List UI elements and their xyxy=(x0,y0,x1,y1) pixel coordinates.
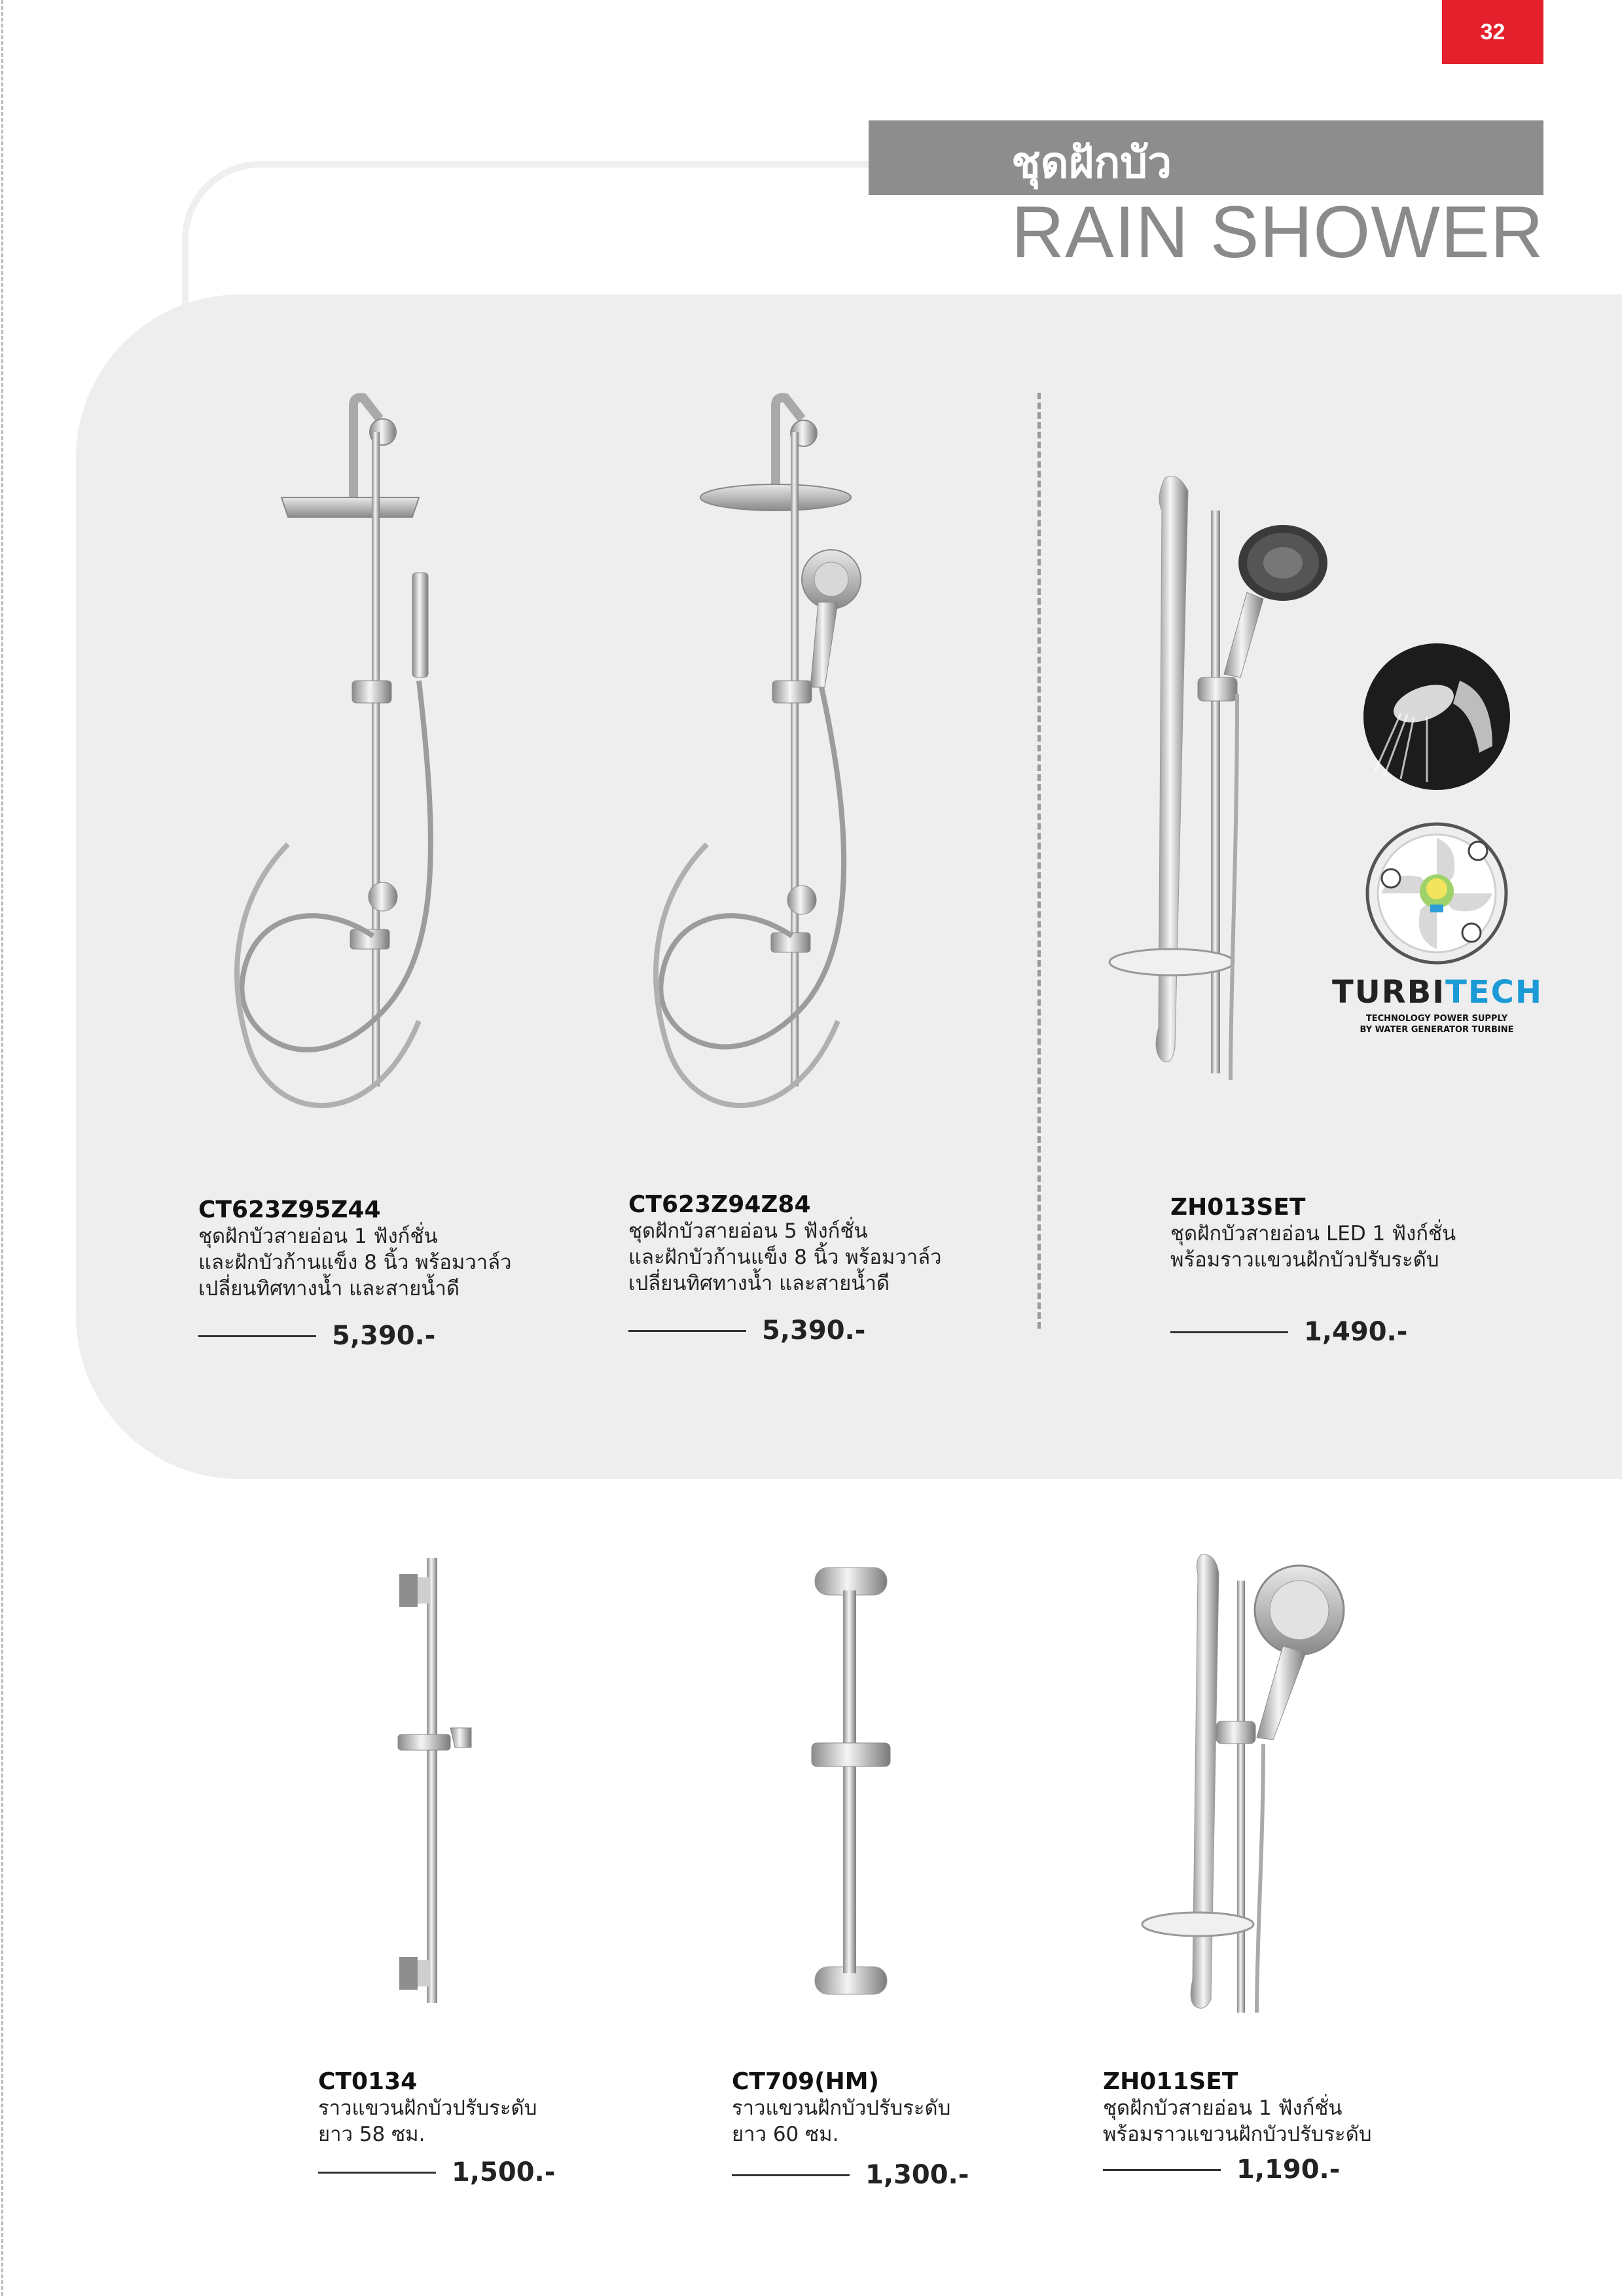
product-code: ZH013SET xyxy=(1170,1194,1306,1221)
price-rule xyxy=(318,2172,436,2174)
product-card-1 xyxy=(198,1196,512,1302)
page-title-english: RAIN SHOWER xyxy=(1011,191,1544,273)
page-title-thai: ชุดฝักบัว xyxy=(1011,137,1172,188)
product-card-2 xyxy=(628,1191,942,1297)
product-price: 5,390.- xyxy=(762,1316,866,1346)
product-desc-line: เปลี่ยนทิศทางน้ำ และสายน้ำดี xyxy=(198,1277,460,1300)
turbitech-line-1: TECHNOLOGY POWER SUPPLY xyxy=(1365,1014,1508,1024)
turbitech-name-turbi: TURBI xyxy=(1332,974,1446,1011)
product-image-ct623z94z84 xyxy=(641,393,929,1158)
product-card-4 xyxy=(318,2068,537,2147)
product-image-ct709hm xyxy=(805,1554,903,2013)
page-number: 32 xyxy=(1442,0,1543,64)
turbitech-caption xyxy=(1332,1013,1541,1035)
page-edge-dashes xyxy=(1,0,3,2296)
product-card-5 xyxy=(732,2068,950,2147)
product-price: 1,190.- xyxy=(1236,2155,1341,2185)
price-rule xyxy=(1103,2169,1221,2171)
product-code: CT709(HM) xyxy=(732,2068,879,2095)
led-shower-icon xyxy=(1361,641,1512,792)
product-price: 1,490.- xyxy=(1304,1317,1408,1347)
product-desc-line: ราวแขวนฝักบัวปรับระดับ xyxy=(732,2096,951,2120)
product-image-zh011set xyxy=(1139,1548,1355,2019)
product-code: CT623Z94Z84 xyxy=(628,1191,811,1218)
product-desc-line: และฝักบัวก้านแข็ง 8 นิ้ว พร้อมวาล์ว xyxy=(628,1246,942,1269)
price-rule xyxy=(628,1330,746,1332)
turbitech-line-2: BY WATER GENERATOR TURBINE xyxy=(1360,1025,1514,1035)
product-card-3 xyxy=(1170,1194,1456,1273)
product-desc-line: และฝักบัวก้านแข็ง 8 นิ้ว พร้อมวาล์ว xyxy=(198,1251,512,1274)
product-price: 1,500.- xyxy=(452,2157,556,2187)
price-row-6 xyxy=(1103,2155,1340,2185)
price-row-1 xyxy=(198,1321,435,1351)
product-code: ZH011SET xyxy=(1103,2068,1238,2095)
product-card-6 xyxy=(1103,2068,1372,2147)
product-price: 1,300.- xyxy=(865,2160,969,2190)
product-desc-line: ชุดฝักบัวสายอ่อน LED 1 ฟังก์ชั่น xyxy=(1170,1222,1456,1246)
title-bar xyxy=(869,120,1543,195)
product-price: 5,390.- xyxy=(332,1321,436,1351)
product-desc-line: พร้อมราวแขวนฝักบัวปรับระดับ xyxy=(1103,2123,1372,2146)
price-row-5 xyxy=(732,2160,969,2190)
product-code: CT623Z95Z44 xyxy=(198,1196,381,1223)
product-image-ct0134 xyxy=(380,1551,484,2009)
price-rule xyxy=(198,1335,316,1337)
turbitech-logo-icon xyxy=(1361,818,1512,969)
product-desc-line: ชุดฝักบัวสายอ่อน 1 ฟังก์ชั่น xyxy=(198,1225,438,1248)
column-divider xyxy=(1037,393,1041,1329)
product-desc-line: ยาว 60 ซม. xyxy=(732,2123,839,2146)
product-desc-line: ยาว 58 ซม. xyxy=(318,2123,425,2146)
turbitech-name-tech: TECH xyxy=(1445,974,1543,1011)
price-rule xyxy=(732,2174,850,2176)
product-desc-line: พร้อมราวแขวนฝักบัวปรับระดับ xyxy=(1170,1248,1439,1272)
turbitech-brand xyxy=(1332,974,1541,1011)
product-desc-line: ราวแขวนฝักบัวปรับระดับ xyxy=(318,2096,537,2120)
product-image-ct623z95z44 xyxy=(223,393,511,1158)
product-desc-line: ชุดฝักบัวสายอ่อน 5 ฟังก์ชั่น xyxy=(628,1219,868,1243)
price-rule xyxy=(1170,1331,1288,1333)
product-desc-line: ชุดฝักบัวสายอ่อน 1 ฟังก์ชั่น xyxy=(1103,2096,1343,2120)
price-row-2 xyxy=(628,1316,865,1346)
product-image-zh013set xyxy=(1106,458,1355,1093)
product-code: CT0134 xyxy=(318,2068,418,2095)
product-desc-line: เปลี่ยนทิศทางน้ำ และสายน้ำดี xyxy=(628,1272,890,1295)
price-row-3 xyxy=(1170,1317,1407,1347)
price-row-4 xyxy=(318,2157,555,2187)
